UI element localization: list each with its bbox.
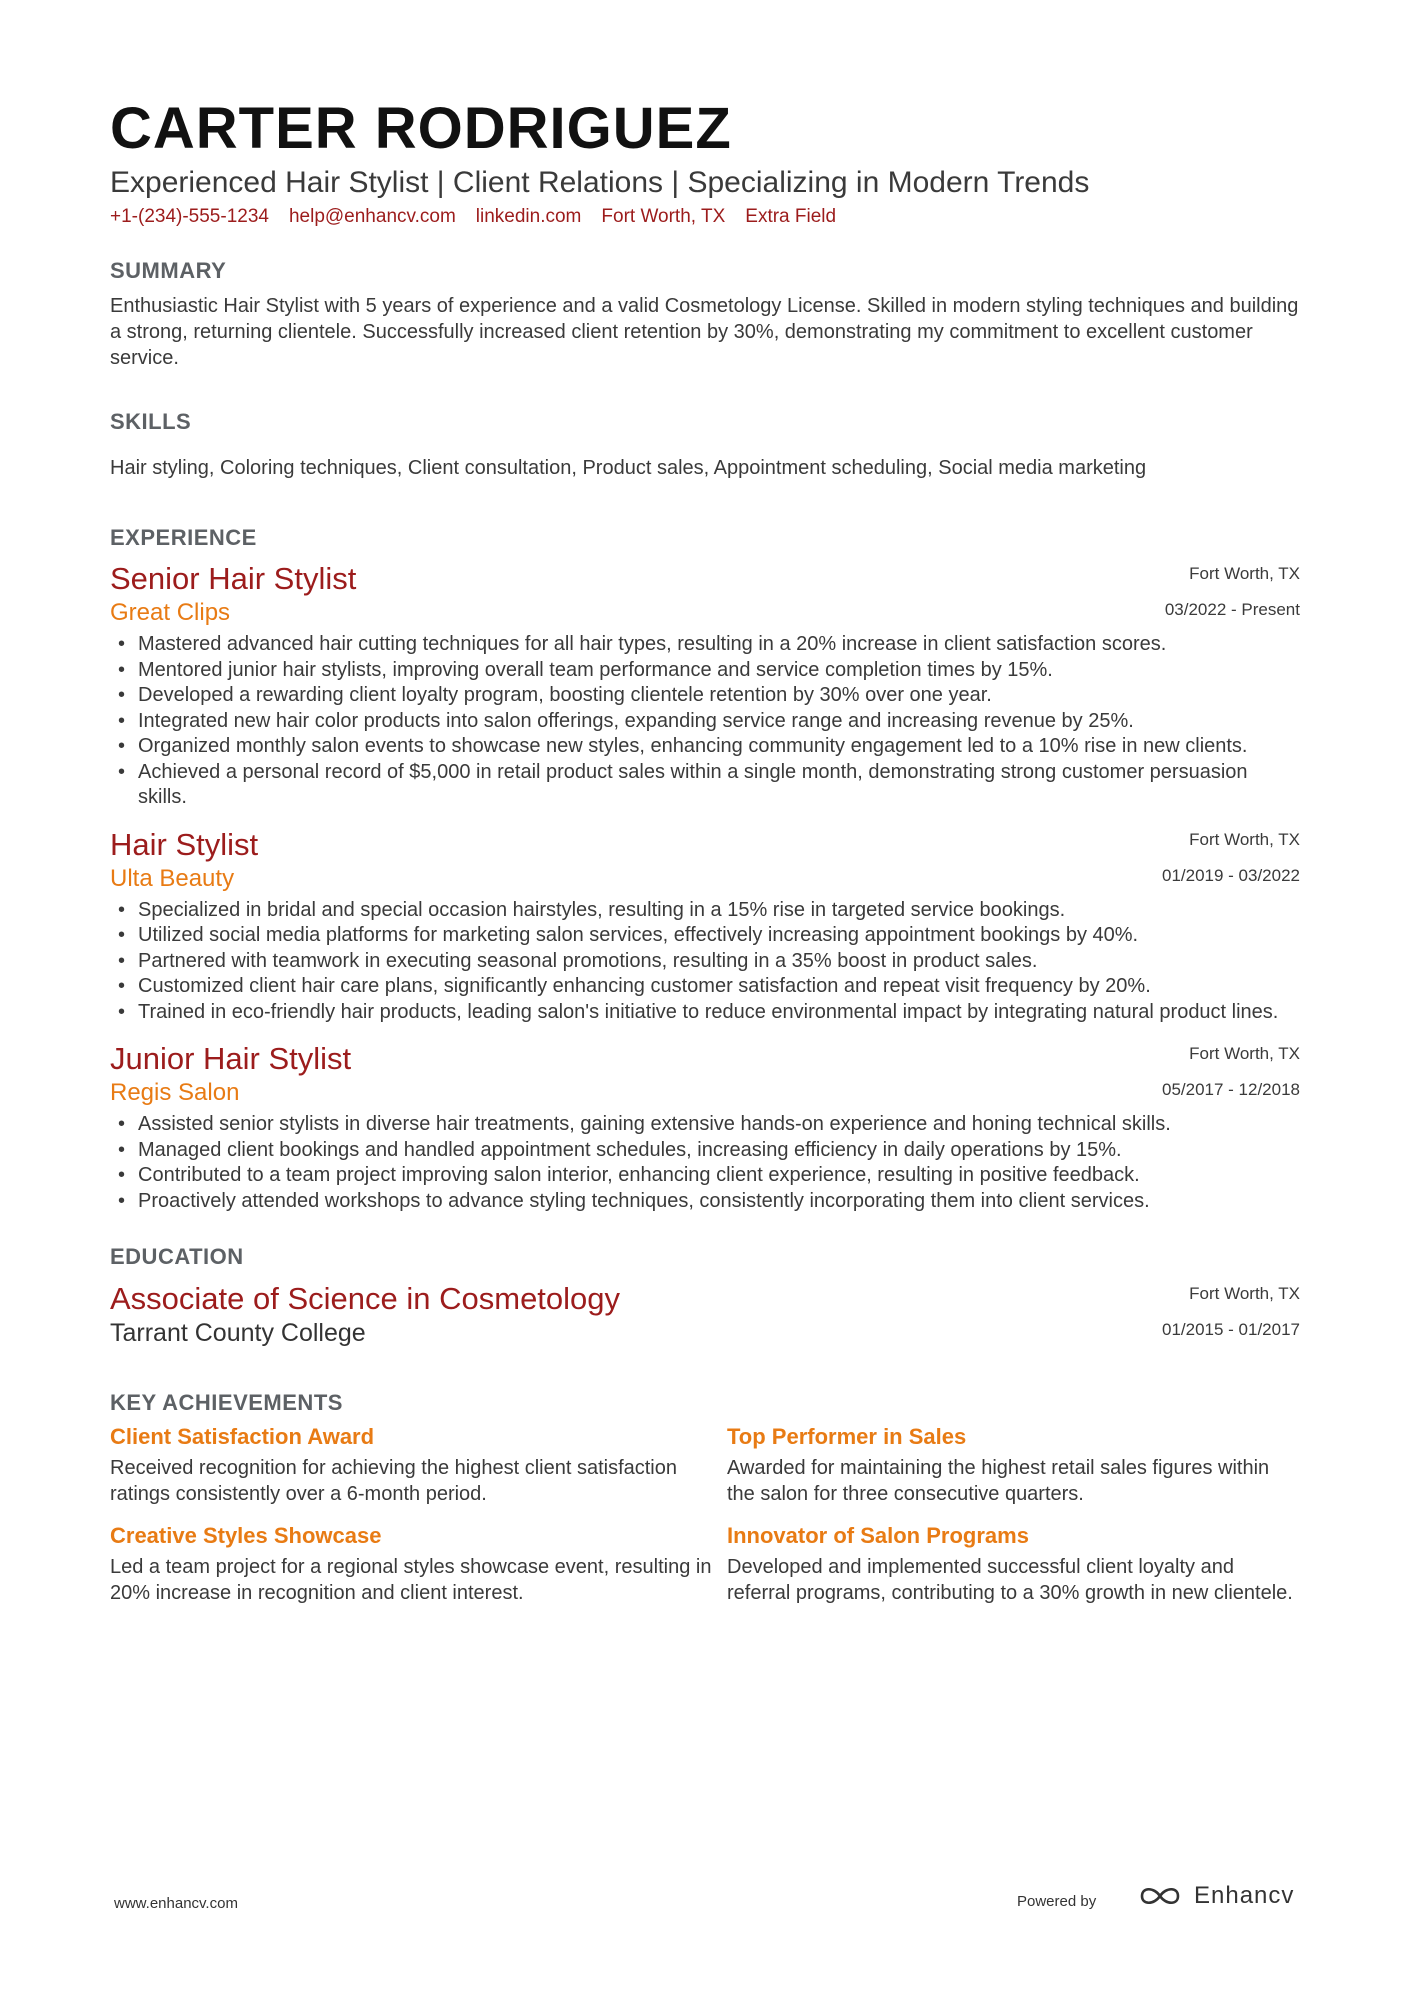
summary-text: Enthusiastic Hair Stylist with 5 years of experience and a valid Cosmetology License. Skilled in modern styling techniques and building a strong, returning clientele. Successfully increased client retention by 30%, demonstrating my commitment to excellent customer service. [110,295,1299,369]
job-bullets [110,632,1300,811]
experience-section [110,525,1300,1214]
achievement-title: Innovator of Salon Programs [727,1523,1029,1548]
contact-extra-field: Extra Field [745,206,837,227]
job-title: Junior Hair Stylist [110,1041,352,1076]
job-bullet: • Trained in eco-friendly hair products, leading salon's initiative to reduce environmental impact by integrating natural product lines. [138,1000,1300,1026]
achievement-title: Creative Styles Showcase [110,1523,382,1548]
job-dates: 03/2022 - Present [1164,600,1300,619]
job-bullet: • Managed client bookings and handled appointment schedules, increasing efficiency in daily operations by 15%. [138,1138,1300,1164]
achievements-section [110,1390,1300,1606]
section-title-experience: EXPERIENCE [110,525,257,550]
job-bullets [110,1112,1300,1214]
job-bullet: • Customized client hair care plans, significantly enhancing customer satisfaction and repeat visit frequency by 20%. [138,974,1300,1000]
job-dates: 01/2019 - 03/2022 [1161,865,1300,885]
education-entry [110,1280,1300,1348]
job-location: Fort Worth, TX [1189,564,1300,583]
job-bullet: • Integrated new hair color products into salon offerings, expanding service range and increasing revenue by 25%. [138,709,1300,735]
job-title: Hair Stylist [110,826,259,862]
contact-linkedin[interactable]: linkedin.com [475,206,582,227]
job-bullet: • Mastered advanced hair cutting techniques for all hair types, resulting in a 20% increase in client satisfaction scores. [138,632,1300,658]
achievement-item [727,1521,1300,1606]
achievement-desc: Received recognition for achieving the highest client satisfaction ratings consistently over a 6-month period. [110,1457,677,1505]
education-section [110,1244,1300,1348]
job-bullet: • Developed a rewarding client loyalty program, boosting clientele retention by 30% over one year. [138,683,1300,709]
section-title-skills: SKILLS [110,409,192,434]
job-bullet: • Organized monthly salon events to showcase new styles, enhancing community engagement led to a 10% rise in new clients. [138,734,1300,760]
education-dates: 01/2015 - 01/2017 [1161,1320,1300,1339]
education-degree: Associate of Science in Cosmetology [110,1281,621,1316]
education-school: Tarrant County College [110,1319,366,1347]
candidate-name: CARTER RODRIGUEZ [110,96,732,161]
job-entry [110,560,1300,811]
achievement-item [110,1521,727,1606]
job-company: Great Clips [110,599,231,626]
job-bullet: • Partnered with teamwork in executing seasonal promotions, resulting in a 35% boost in product sales. [138,949,1300,975]
contact-email[interactable]: help@enhancv.com [288,206,456,227]
skills-text: Hair styling, Coloring techniques, Client consultation, Product sales, Appointment scheduling, Social media marketing [110,457,1147,479]
job-bullet: • Specialized in bridal and special occasion hairstyles, resulting in a 15% rise in targeted service bookings. [138,898,1300,924]
achievement-title: Top Performer in Sales [727,1424,967,1449]
brand-name: Enhancv [1194,1882,1295,1909]
job-bullets [110,898,1300,1026]
contact-list [110,206,1300,228]
job-dates: 05/2017 - 12/2018 [1161,1080,1300,1099]
job-company: Ulta Beauty [110,864,235,892]
achievement-title: Client Satisfaction Award [110,1424,375,1449]
achievement-item [727,1422,1300,1507]
contact-phone[interactable]: +1-(234)-555-1234 [110,206,269,227]
job-bullet: • Achieved a personal record of $5,000 in retail product sales within a single month, demonstrating strong customer persuasion skills. [138,760,1300,811]
job-bullet: • Mentored junior hair stylists, improving overall team performance and service completion times by 15%. [138,658,1300,684]
powered-by-label: Powered by [1017,1893,1097,1910]
section-title-achievements: KEY ACHIEVEMENTS [110,1390,343,1415]
section-title-education: EDUCATION [110,1244,244,1269]
job-entry [110,826,1300,1026]
achievements-grid [110,1422,1300,1606]
brand-logo[interactable] [1138,1882,1294,1910]
enhancv-logo-icon [1138,1883,1184,1909]
section-title-summary: SUMMARY [110,258,227,283]
job-bullet: • Contributed to a team project improving salon interior, enhancing client experience, resulting in positive feedback. [138,1163,1300,1189]
contact-location: Fort Worth, TX [601,206,726,227]
job-location: Fort Worth, TX [1189,829,1300,849]
job-location: Fort Worth, TX [1189,1044,1300,1063]
job-entry [110,1040,1300,1214]
job-bullet: • Utilized social media platforms for marketing salon services, effectively increasing appointment bookings by 40%. [138,923,1300,949]
headline: Experienced Hair Stylist | Client Relations | Specializing in Modern Trends [110,166,1090,199]
job-title: Senior Hair Stylist [110,561,357,596]
job-bullet: • Proactively attended workshops to advance styling techniques, consistently incorporating them into client services. [138,1189,1300,1215]
job-company: Regis Salon [110,1079,240,1106]
achievement-desc: Developed and implemented successful client loyalty and referral programs, contributing to a 30% growth in new clientele. [727,1556,1293,1604]
achievement-item [110,1422,727,1507]
job-bullet: • Assisted senior stylists in diverse hair treatments, gaining extensive hands-on experience and honing technical skills. [138,1112,1300,1138]
skills-section [110,409,1300,481]
footer-url[interactable]: www.enhancv.com [114,1895,238,1912]
summary-section [110,258,1300,371]
achievement-desc: Awarded for maintaining the highest retail sales figures within the salon for three consecutive quarters. [727,1457,1270,1505]
education-location: Fort Worth, TX [1189,1284,1300,1303]
resume-page [110,96,1300,1606]
achievement-desc: Led a team project for a regional styles showcase event, resulting in 20% increase in recognition and client interest. [110,1556,712,1604]
